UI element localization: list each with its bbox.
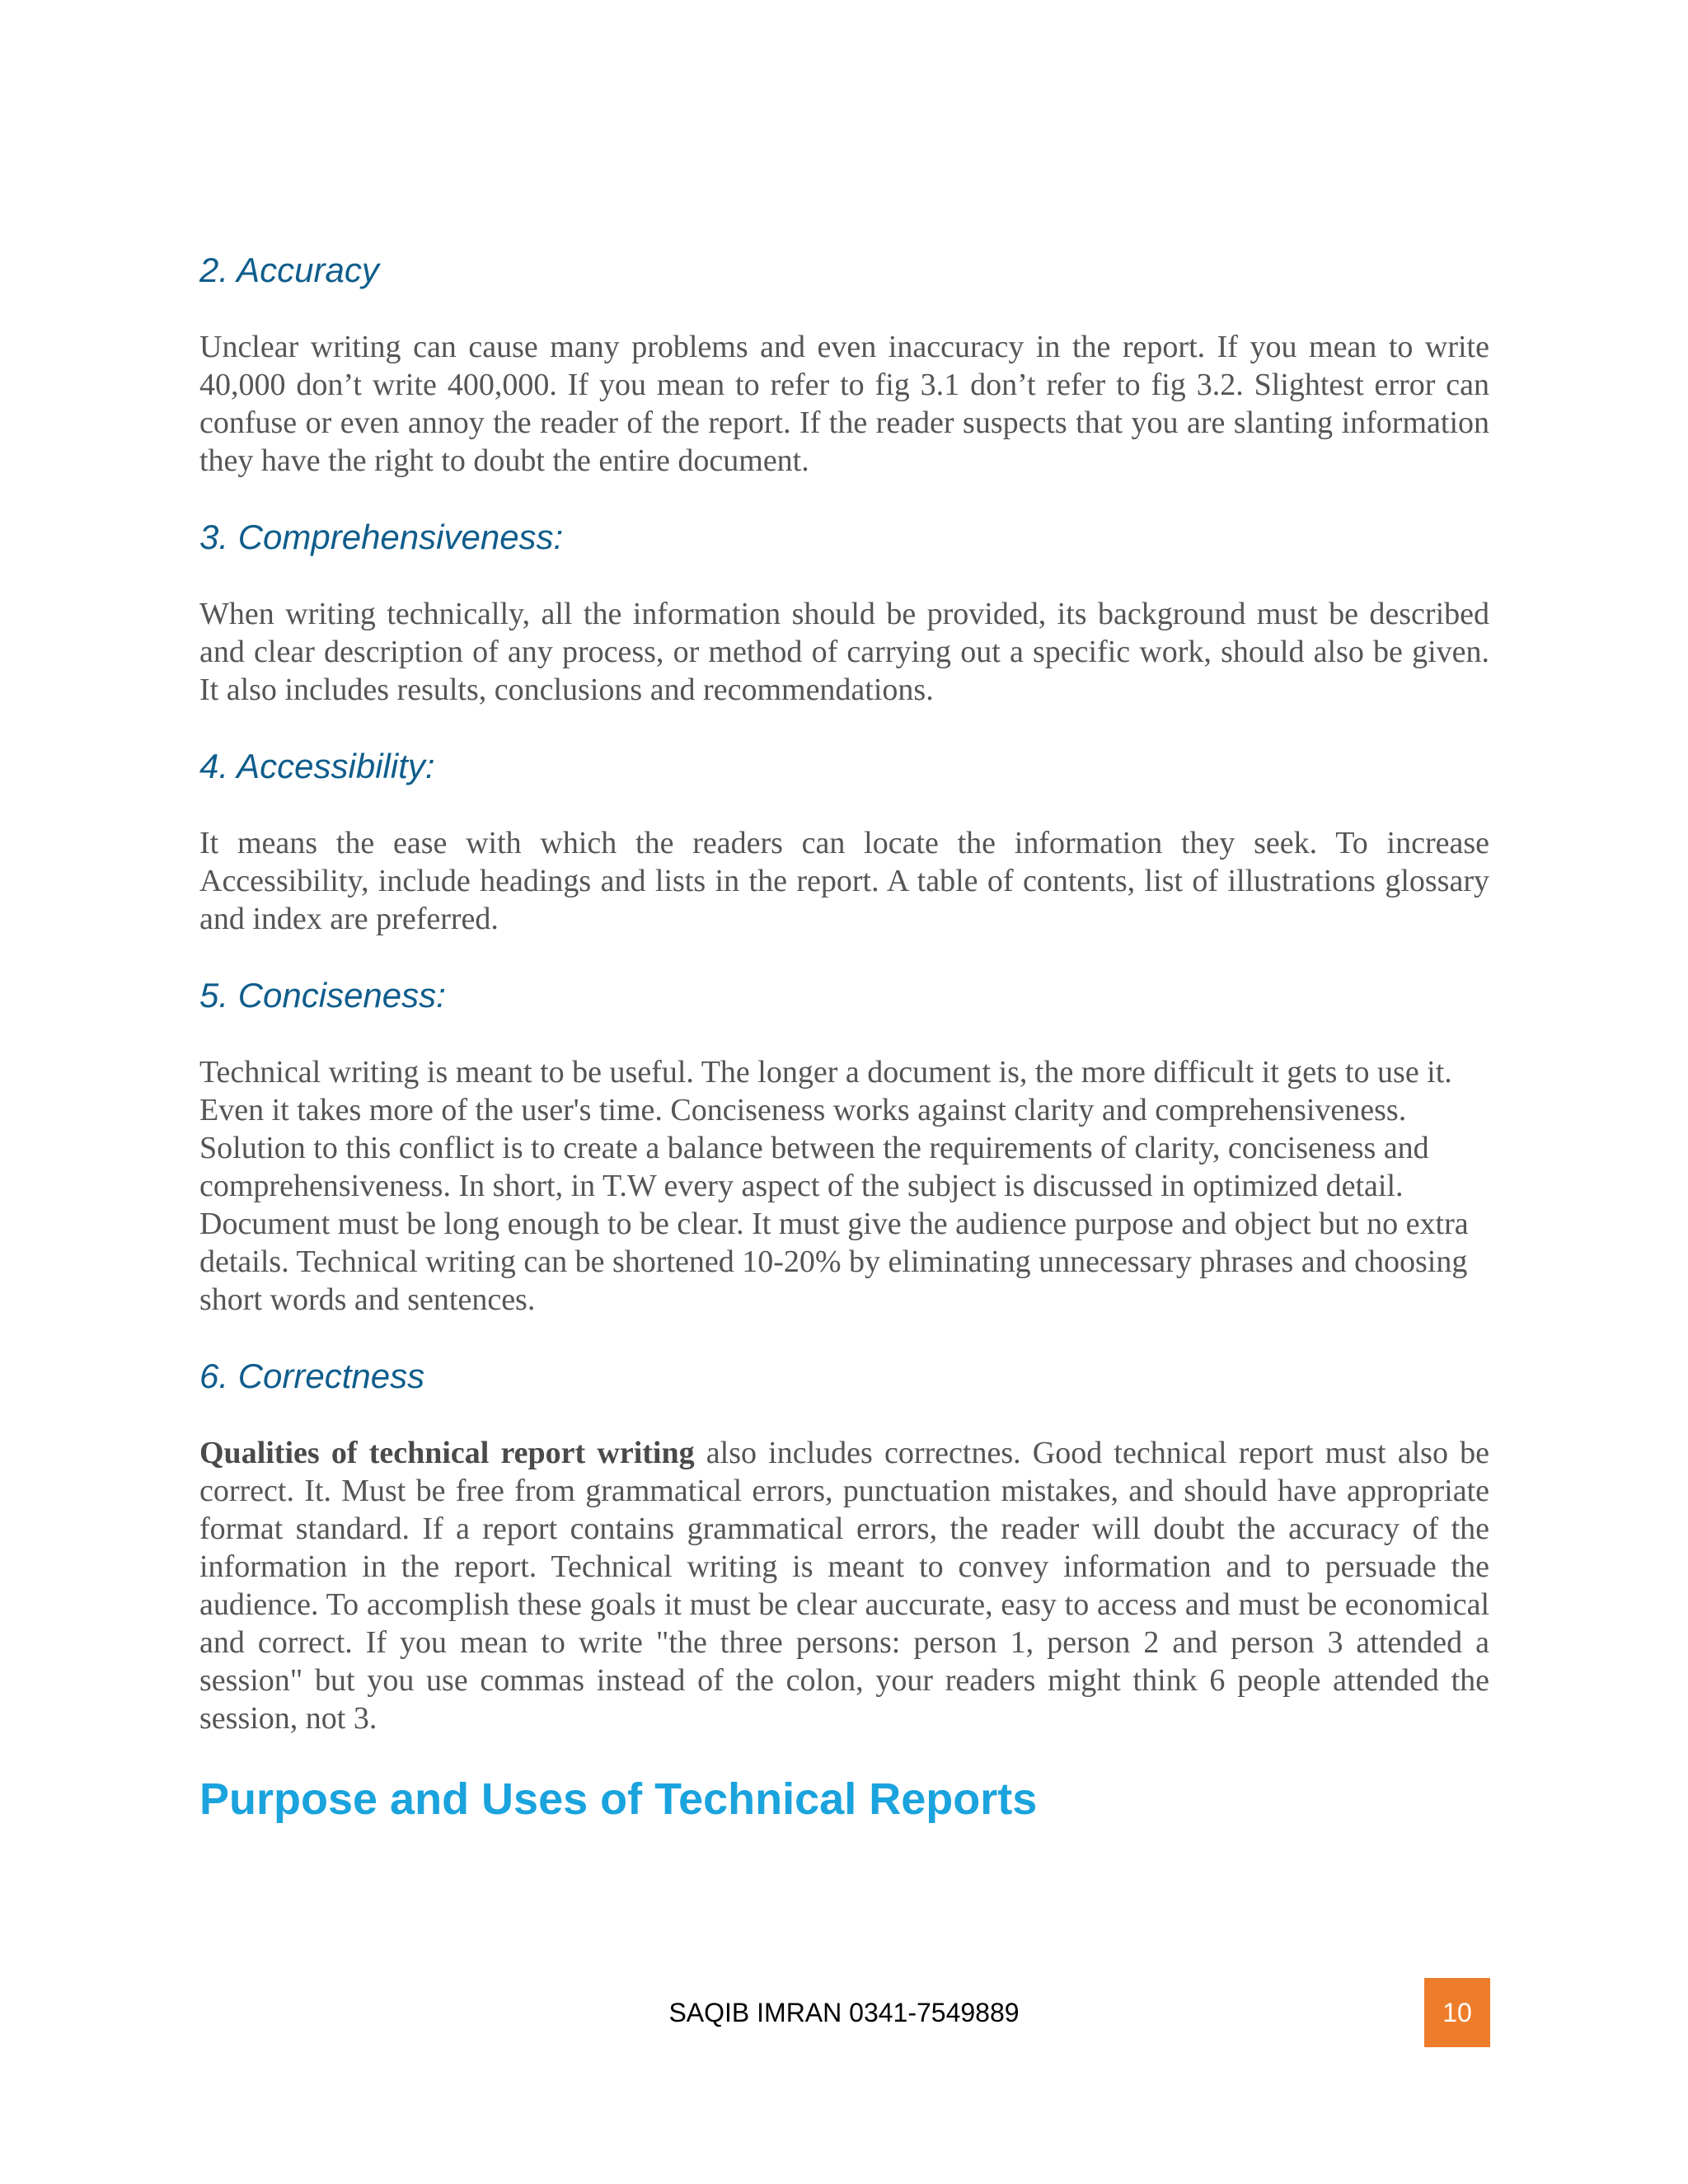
section-text-conciseness: Technical writing is meant to be useful. The longer a document is, the more difficult it gets to use it. Even it takes more of the user's time. Conciseness works against clarity and comprehensiveness. Solution to this conflict is to create a balance between the requirements of clarity, conciseness and comprehensiveness. In short, in T.W every aspect of the subject is discussed in optimized detail. Document must be long enough to be clear. It must give the audience purpose and object but no extra details. Technical writing can be shortened 10-20% by eliminating unnecessary phrases and choosing short words and sentences.: [199, 1055, 1469, 1317]
page-content: [199, 246, 1489, 1828]
footer-author: SAQIB IMRAN 0341-7549889: [668, 1998, 1020, 2027]
section-text-comprehensiveness: When writing technically, all the information should be provided, its background must be described and clear description of any process, or method of carrying out a specific work, should also be given. It also includes results, conclusions and recommendations.: [199, 597, 1489, 707]
section-text-correctness: [199, 1434, 1489, 1737]
main-heading-purpose: Purpose and Uses of Technical Reports: [199, 1774, 1038, 1824]
section-heading-comprehensiveness: 3. Comprehensiveness:: [199, 518, 564, 556]
section-heading-accessibility: 4. Accessibility:: [199, 747, 435, 785]
section-heading-conciseness: 5. Conciseness:: [199, 976, 446, 1015]
page-number-badge: 10: [1424, 1978, 1490, 2047]
section-heading-accuracy: 2. Accuracy: [199, 251, 379, 289]
section-text-accuracy: Unclear writing can cause many problems and even inaccuracy in the report. If you mean to write 40,000 don’t write 400,000. If you mean to refer to fig 3.1 don’t refer to fig 3.2. Slightest error can confuse or even annoy the reader of the report. If the reader suspects that you are slanting information they have the right to doubt the entire document.: [199, 330, 1489, 478]
section-text-accessibility: It means the ease with which the readers can locate the information they seek. To increase Accessibility, include headings and lists in the report. A table of contents, list of illustrations glossary and index are preferred.: [199, 826, 1489, 936]
correctness-body: also includes correctnes. Good technical report must also be correct. It. Must be free from grammatical errors, punctuation mistakes, and should have appropriate format standard. If a report contains grammatical errors, the reader will doubt the accuracy of the information in the report. Technical writing is meant to convey information and to persuade the audience. To accomplish these goals it must be clear auccurate, easy to access and must be economical and correct. If you mean to write "the three persons: person 1, person 2 and person 3 attended a session" but you use commas instead of the colon, your readers might think 6 people attended the session, not 3.: [199, 1436, 1490, 1736]
section-heading-correctness: 6. Correctness: [199, 1357, 425, 1395]
correctness-bold-lead: Qualities of technical report writing: [199, 1436, 695, 1470]
